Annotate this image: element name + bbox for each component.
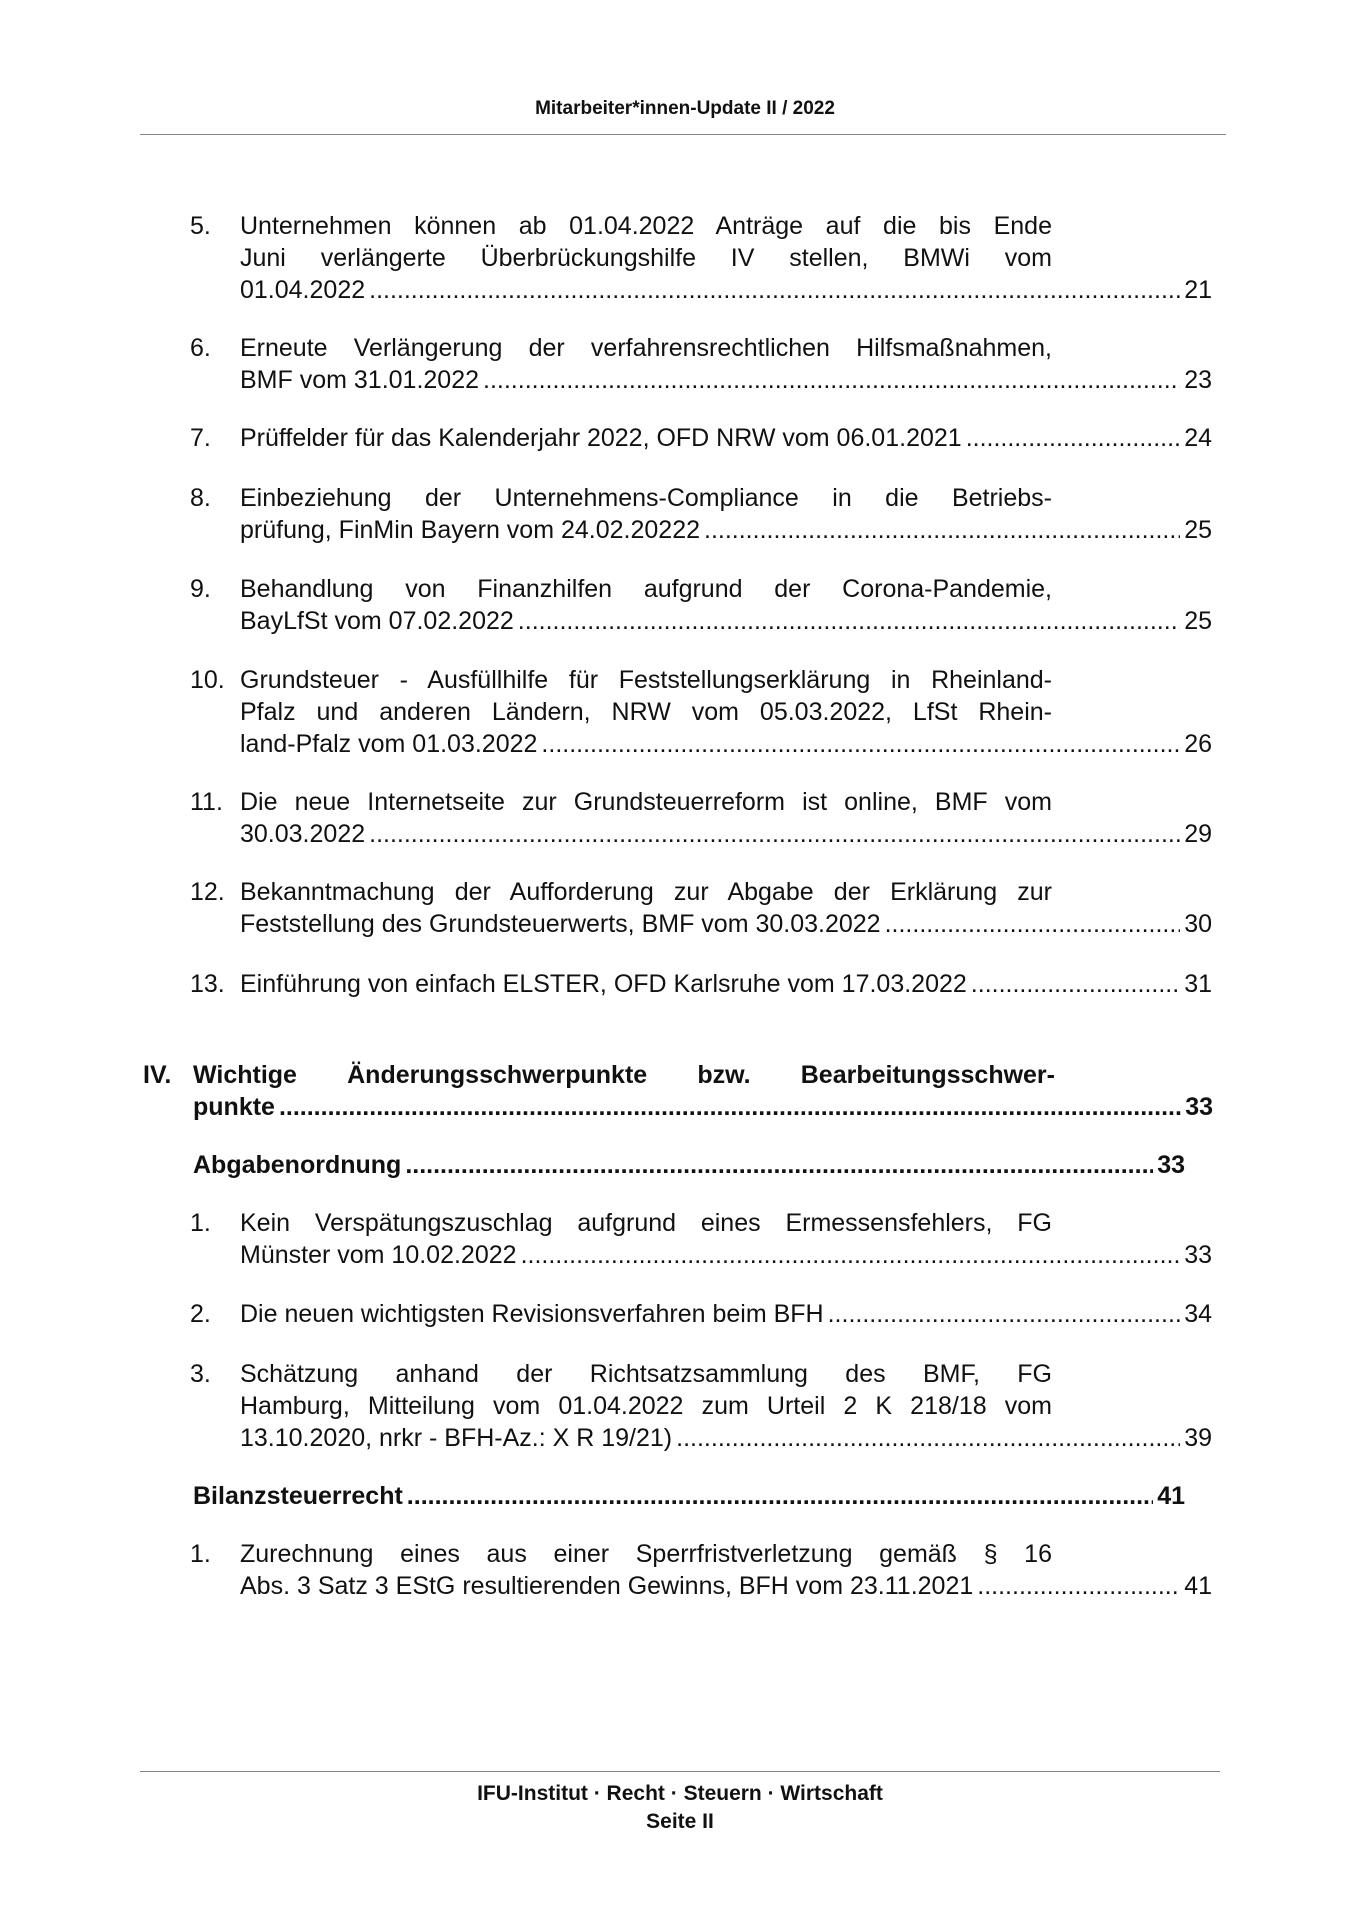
- toc-entry-title-end: 01.04.2022: [240, 276, 366, 304]
- toc-entry-title-end: 13.10.2020, nrkr - BFH-Az.: X R 19/21): [240, 1424, 673, 1452]
- toc-entry[interactable]: [190, 332, 1212, 396]
- toc-entry-title-line: Zurechnung eines aus einer Sperrfristverletzung gemäß § 16: [240, 1540, 1052, 1568]
- toc-entry-title-line: Unternehmen können ab 01.04.2022 Anträge auf die bis Ende: [240, 212, 1052, 240]
- toc-page-number: 30: [1184, 910, 1212, 938]
- toc-entry-title-line: Kein Verspätungszuschlag aufgrund eines Ermessensfehlers, FG: [240, 1209, 1052, 1237]
- toc-page-number: 31: [1184, 970, 1212, 998]
- toc-page-number: 23: [1184, 366, 1212, 394]
- toc-entry-title-line: Behandlung von Finanzhilfen aufgrund der Corona-Pandemie,: [240, 575, 1052, 603]
- toc-entry[interactable]: [190, 1298, 1212, 1330]
- toc-leader-dots: [541, 728, 1180, 760]
- toc-entry-title-end: Feststellung des Grundsteuerwerts, BMF vom 30.03.2022: [240, 910, 881, 938]
- toc-entry[interactable]: [190, 573, 1212, 637]
- toc-entry-title-line: Hamburg, Mitteilung vom 01.04.2022 zum Urteil 2 K 218/18 vom: [240, 1392, 1052, 1420]
- toc-leader-dots: [828, 1298, 1181, 1330]
- toc-page-number: 39: [1184, 1424, 1212, 1452]
- toc-subsection-label: Abgabenordnung: [193, 1151, 402, 1179]
- toc-leader-dots: [518, 605, 1180, 637]
- footer-institute: IFU-Institut · Recht · Steuern · Wirtschaft: [477, 1782, 883, 1805]
- toc-page-number: 33: [1157, 1151, 1185, 1179]
- toc-leader-dots: [971, 968, 1180, 1000]
- toc-page-number: 29: [1184, 820, 1212, 848]
- toc-entry-number: 1.: [190, 1209, 211, 1237]
- toc-entry-number: 9.: [190, 575, 211, 603]
- toc-leader-dots: [885, 908, 1181, 940]
- toc-page-number: 25: [1184, 516, 1212, 544]
- toc-entry-title-line: Pfalz und anderen Ländern, NRW vom 05.03.2022, LfSt Rhein-: [240, 698, 1052, 726]
- toc-entry-number: 13.: [190, 970, 225, 998]
- toc-leader-dots: [521, 1239, 1181, 1271]
- toc-entry-number: 3.: [190, 1360, 211, 1388]
- toc-entry-title-line: Erneute Verlängerung der verfahrensrechtlichen Hilfsmaßnahmen,: [240, 334, 1052, 362]
- page-header-title: Mitarbeiter*innen-Update II / 2022: [535, 98, 835, 119]
- toc-entry-title-line: Einbeziehung der Unternehmens-Compliance in die Betriebs-: [240, 484, 1052, 512]
- toc-leader-dots: [704, 514, 1180, 546]
- toc-page-number: 26: [1184, 730, 1212, 758]
- toc-entry-title-end: Die neuen wichtigsten Revisionsverfahren beim BFH: [240, 1300, 824, 1328]
- toc-page-number: 33: [1185, 1093, 1213, 1121]
- toc-entry-title-end: BayLfSt vom 07.02.2022: [240, 607, 514, 635]
- toc-subsection-abgabenordnung[interactable]: [193, 1149, 1185, 1181]
- toc-entry[interactable]: [190, 786, 1212, 850]
- header-divider: [140, 134, 1226, 135]
- toc-entry[interactable]: [190, 876, 1212, 940]
- toc-leader-dots: [279, 1091, 1181, 1123]
- toc-entry-title-end: Einführung von einfach ELSTER, OFD Karlsruhe vom 17.03.2022: [240, 970, 967, 998]
- toc-entry[interactable]: [190, 482, 1212, 546]
- toc-entry[interactable]: [190, 1538, 1212, 1602]
- toc-leader-dots: [405, 1149, 1153, 1181]
- toc-entry-title-line: Bekanntmachung der Aufforderung zur Abgabe der Erklärung zur: [240, 878, 1052, 906]
- toc-entry-number: 10.: [190, 666, 225, 694]
- toc-entry-title-line: Schätzung anhand der Richtsatzsammlung des BMF, FG: [240, 1360, 1052, 1388]
- toc-leader-dots: [369, 818, 1180, 850]
- toc-subsection-bilanzsteuerrecht[interactable]: [193, 1480, 1185, 1512]
- toc-entry-title-end: Prüffelder für das Kalenderjahr 2022, OFD NRW vom 06.01.2021: [240, 424, 962, 452]
- toc-entry-number: 11.: [190, 788, 223, 816]
- toc-leader-dots: [407, 1480, 1153, 1512]
- toc-section-iv[interactable]: [143, 1059, 1213, 1123]
- toc-entry-title-line: Juni verlängerte Überbrückungshilfe IV stellen, BMWi vom: [240, 244, 1052, 272]
- toc-entry-title-end: prüfung, FinMin Bayern vom 24.02.20222: [240, 516, 700, 544]
- toc-page-number: 25: [1184, 607, 1212, 635]
- toc-entry[interactable]: [190, 1207, 1212, 1271]
- toc-entry-number: 1.: [190, 1540, 211, 1568]
- toc-entry-number: 7.: [190, 424, 211, 452]
- toc-section-title-end: punkte: [193, 1093, 275, 1121]
- toc-entry-title-line: Grundsteuer - Ausfüllhilfe für Feststellungserklärung in Rheinland-: [240, 666, 1052, 694]
- footer-page-label: Seite II: [646, 1810, 714, 1833]
- toc-entry[interactable]: [190, 1358, 1212, 1454]
- toc-leader-dots: [369, 274, 1180, 306]
- toc-entry-number: 6.: [190, 334, 211, 362]
- toc-entry-title-end: land-Pfalz vom 01.03.2022: [240, 730, 538, 758]
- toc-section-title-line: Wichtige Änderungsschwerpunkte bzw. Bearbeitungsschwer-: [193, 1061, 1055, 1089]
- toc-entry-title-end: BMF vom 31.01.2022: [240, 366, 480, 394]
- toc-subsection-label: Bilanzsteuerrecht: [193, 1482, 403, 1510]
- toc-section-number: IV.: [143, 1061, 172, 1089]
- toc-entry-title-end: 30.03.2022: [240, 820, 366, 848]
- toc-entry-number: 12.: [190, 878, 225, 906]
- toc-entry[interactable]: [190, 422, 1212, 454]
- footer-divider: [140, 1771, 1220, 1772]
- toc-page-number: 41: [1184, 1572, 1212, 1600]
- toc-page-number: 41: [1157, 1482, 1185, 1510]
- toc-entry[interactable]: [190, 968, 1212, 1000]
- toc-entry-title-end: Abs. 3 Satz 3 EStG resultierenden Gewinns, BFH vom 23.11.2021: [240, 1572, 974, 1600]
- toc-page-number: 34: [1184, 1300, 1212, 1328]
- toc-entry[interactable]: [190, 664, 1212, 760]
- toc-entry-number: 2.: [190, 1300, 211, 1328]
- toc-leader-dots: [483, 364, 1180, 396]
- toc-leader-dots: [676, 1422, 1180, 1454]
- toc-page-number: 24: [1184, 424, 1212, 452]
- toc-entry-title-line: Die neue Internetseite zur Grundsteuerreform ist online, BMF vom: [240, 788, 1052, 816]
- toc-leader-dots: [966, 422, 1181, 454]
- toc-page-number: 21: [1184, 276, 1212, 304]
- toc-entry-number: 5.: [190, 212, 211, 240]
- toc-entry[interactable]: [190, 210, 1212, 306]
- toc-page-number: 33: [1184, 1241, 1212, 1269]
- toc-entry-title-end: Münster vom 10.02.2022: [240, 1241, 517, 1269]
- toc-leader-dots: [977, 1570, 1180, 1602]
- toc-entry-number: 8.: [190, 484, 211, 512]
